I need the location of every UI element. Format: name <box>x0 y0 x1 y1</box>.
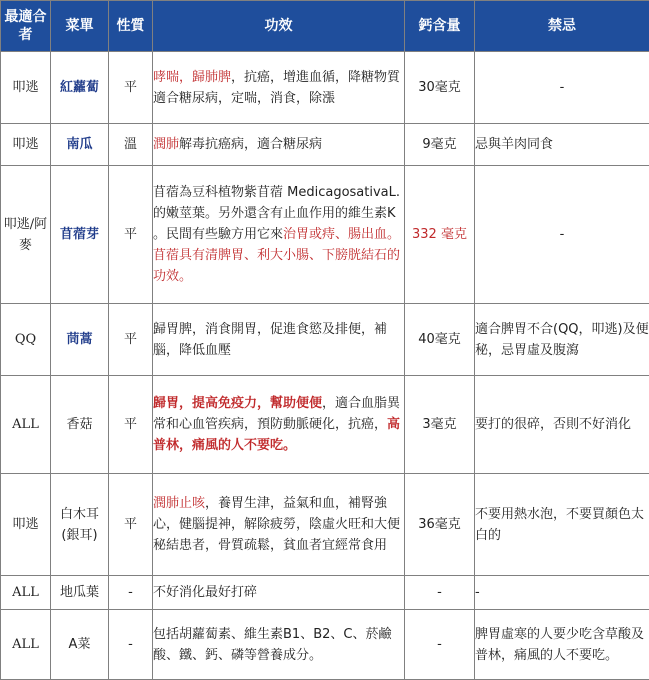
cell-calcium: 36毫克 <box>405 474 475 576</box>
cell-who: 叩逃 <box>1 52 51 124</box>
cell-effect <box>153 124 405 166</box>
cell-effect <box>153 52 405 124</box>
effect-part: 解毒抗癌病，適合糖尿病 <box>179 137 323 152</box>
cell-veg: 白木耳(銀耳) <box>51 474 109 576</box>
cell-taboo: 脾胃虛寒的人要少吃含草酸及普林，痛風的人不要吃。 <box>475 610 649 680</box>
cell-veg: 苜蓿芽 <box>51 166 109 304</box>
effect-part: ，適合血脂異常和心血管疾病，預防動脈硬化，抗癌， <box>153 396 401 432</box>
cell-calcium: 3毫克 <box>405 376 475 474</box>
cell-nature: - <box>109 610 153 680</box>
cell-who: 叩逃/阿麥 <box>1 166 51 304</box>
effect-part: 不好消化最好打碎 <box>153 585 258 600</box>
header-nature: 性質 <box>109 1 153 52</box>
header-taboo: 禁忌 <box>475 1 649 52</box>
cell-who: ALL <box>1 576 51 610</box>
table-row <box>1 610 649 680</box>
cell-effect <box>153 576 405 610</box>
cell-veg: 茼蒿 <box>51 304 109 376</box>
cell-calcium: 332 毫克 <box>405 166 475 304</box>
cell-taboo: 要打的很碎，否則不好消化 <box>475 376 649 474</box>
table-row <box>1 576 649 610</box>
cell-nature: 平 <box>109 376 153 474</box>
table-row <box>1 166 649 304</box>
cell-taboo: - <box>475 52 649 124</box>
cell-taboo: 忌與羊肉同食 <box>475 124 649 166</box>
effect-part: 潤肺 <box>153 137 180 152</box>
cell-nature: 平 <box>109 52 153 124</box>
header-effect: 功效 <box>153 1 405 52</box>
cell-effect <box>153 166 405 304</box>
effect-part: 治胃或痔、腸出血。苜蓿具有清脾胃、利大小腸、下膀胱結石的功效。 <box>153 227 401 284</box>
cell-nature: 平 <box>109 474 153 576</box>
cell-nature: - <box>109 576 153 610</box>
cell-veg: 地瓜葉 <box>51 576 109 610</box>
cell-veg: A菜 <box>51 610 109 680</box>
cell-effect <box>153 304 405 376</box>
cell-who: 叩逃 <box>1 474 51 576</box>
cell-calcium: 9毫克 <box>405 124 475 166</box>
table-row <box>1 124 649 166</box>
cell-who: ALL <box>1 376 51 474</box>
header-who: 最適合者 <box>1 1 51 52</box>
cell-who: QQ <box>1 304 51 376</box>
effect-part: ，養胃生津，益氣和血，補腎強心，健腦提神，解除疲勞，陰虛火旺和大便秘結患者，骨質疏鬆，貧血者宜經常食用 <box>153 496 401 553</box>
effect-part: 歸胃，提高免疫力，幫助便便 <box>153 396 323 411</box>
effect-part: 高普林，痛風的人不要吃。 <box>153 417 401 453</box>
cell-calcium: 30毫克 <box>405 52 475 124</box>
cell-effect <box>153 474 405 576</box>
cell-nature: 平 <box>109 166 153 304</box>
effect-part: ，抗癌，增進血循，降糖物質適合糖尿病，定喘，消食，除漲 <box>153 69 401 106</box>
header-calcium: 鈣含量 <box>405 1 475 52</box>
cell-calcium: 40毫克 <box>405 304 475 376</box>
table-row <box>1 474 649 576</box>
table-row <box>1 376 649 474</box>
cell-veg: 香菇 <box>51 376 109 474</box>
cell-calcium: - <box>405 610 475 680</box>
cell-taboo: - <box>475 576 649 610</box>
cell-who: 叩逃 <box>1 124 51 166</box>
cell-nature: 平 <box>109 304 153 376</box>
cell-effect <box>153 376 405 474</box>
effect-part: 包括胡蘿蔔素、維生素B1、B2、C、菸鹼酸、鐵、鈣、磷等營養成分。 <box>153 626 392 663</box>
cell-effect <box>153 610 405 680</box>
cell-nature: 溫 <box>109 124 153 166</box>
cell-taboo: 適合脾胃不合(QQ，叩逃)及便秘，忌胃虛及腹瀉 <box>475 304 649 376</box>
header-row <box>1 1 649 52</box>
cell-calcium: - <box>405 576 475 610</box>
cell-taboo: - <box>475 166 649 304</box>
cell-veg: 南瓜 <box>51 124 109 166</box>
table-row <box>1 52 649 124</box>
effect-part: 苜蓿為豆科植物紫苜蓿 MedicagosativaL. 的嫩莖葉。另外還含有止血作用的維生素K 。民間有些驗方用它來 <box>153 185 401 242</box>
cell-who: ALL <box>1 610 51 680</box>
effect-part: 歸胃脾，消食開胃，促進食慾及排便，補腦，降低血壓 <box>153 321 388 358</box>
cell-taboo: 不要用熱水泡，不要買顏色太白的 <box>475 474 649 576</box>
header-veg: 菜單 <box>51 1 109 52</box>
effect-part: 哮喘，歸肺脾 <box>153 69 232 85</box>
cell-veg: 紅蘿蔔 <box>51 52 109 124</box>
table-row <box>1 304 649 376</box>
effect-part: 潤肺止咳 <box>153 496 206 511</box>
